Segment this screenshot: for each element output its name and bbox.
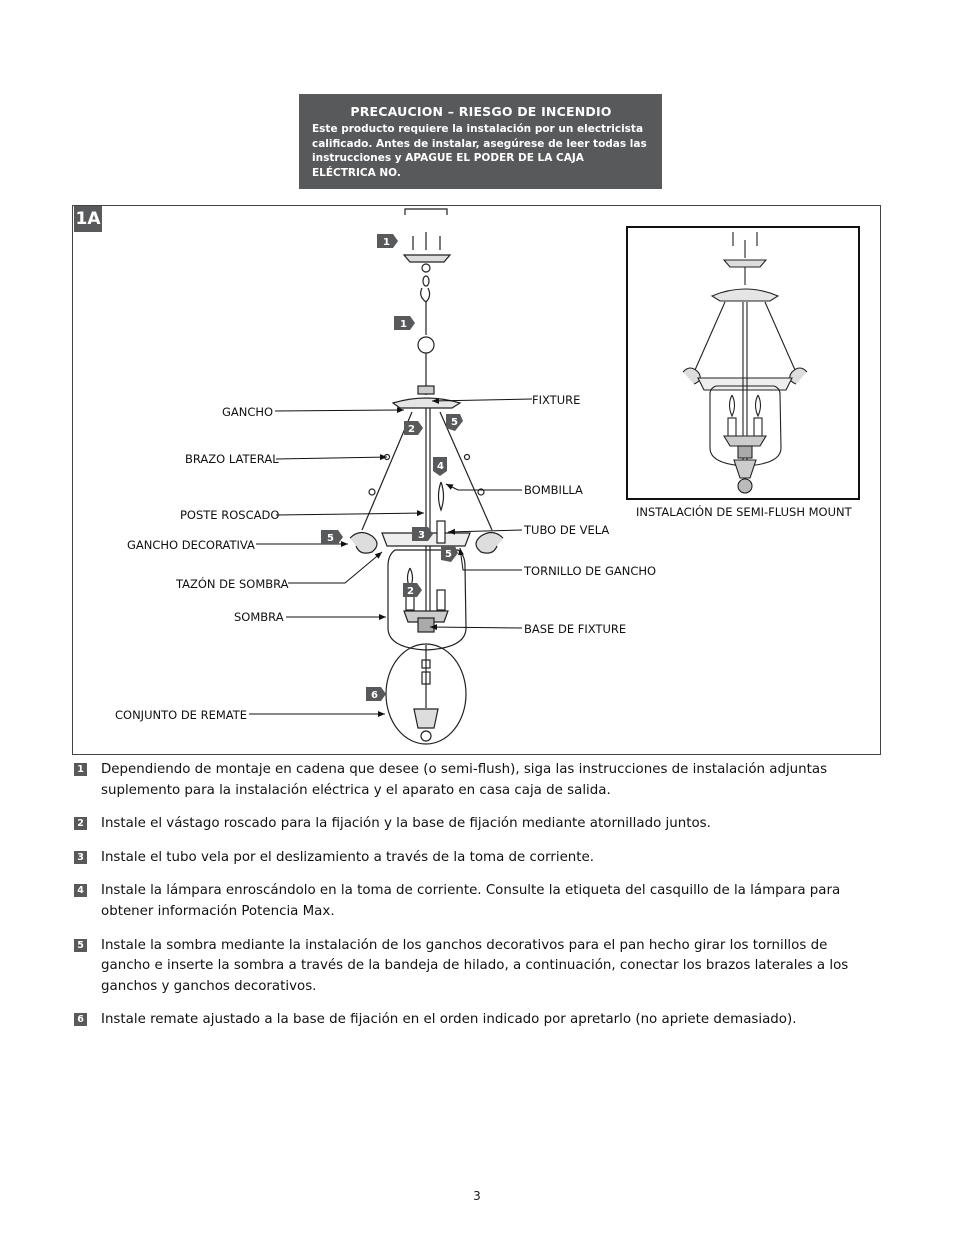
step-number: 2 <box>74 817 87 830</box>
svg-text:5: 5 <box>451 417 458 428</box>
label-brazo-lateral: BRAZO LATERAL <box>185 452 279 466</box>
inset-caption: INSTALACIÓN DE SEMI-FLUSH MOUNT <box>636 505 852 519</box>
label-tubo-de-vela: TUBO DE VELA <box>524 523 610 537</box>
svg-text:2: 2 <box>408 424 415 435</box>
step-text: Instale la lámpara enroscándolo en la toma de corriente. Consulte la etiqueta del casquillo de la lámpara para obtener información Potencia Max. <box>101 883 841 919</box>
step-1 <box>74 760 874 801</box>
label-fixture: FIXTURE <box>532 393 581 407</box>
svg-text:5: 5 <box>445 549 452 560</box>
step-number: 1 <box>74 763 87 776</box>
step-6 <box>74 1010 874 1031</box>
step-3 <box>74 848 874 869</box>
instruction-steps <box>74 760 874 1031</box>
page-number: 3 <box>473 1189 481 1203</box>
svg-text:1: 1 <box>383 237 390 248</box>
step-text: Instale el vástago roscado para la fijación y la base de fijación mediante atornillado juntos. <box>101 816 711 832</box>
label-gancho-decorativa: GANCHO DECORATIVA <box>127 538 255 552</box>
label-sombra: SOMBRA <box>234 610 284 624</box>
svg-text:2: 2 <box>407 586 414 597</box>
label-gancho: GANCHO <box>222 405 274 419</box>
step-text: Dependiendo de montaje en cadena que desee (o semi-flush), siga las instrucciones de instalación adjuntas suplemento para la instalación eléctrica y el aparato en casa caja de salida. <box>101 762 828 798</box>
svg-text:1: 1 <box>400 319 407 330</box>
warning-body: Este producto requiere la instalación por un electricista calificado. Antes de instalar, asegúrese de leer todas las instrucciones y APAGUE EL PODER DE LA CAJA ELÉCTRICA NO. <box>312 123 647 179</box>
step-4 <box>74 881 874 922</box>
step-text: Instale el tubo vela por el deslizamiento a través de la toma de corriente. <box>101 849 595 865</box>
step-5 <box>74 936 874 998</box>
step-text: Instale remate ajustado a la base de fijación en el orden indicado por apretarlo (no apriete demasiado). <box>101 1012 797 1028</box>
figure-label: 1A <box>74 206 102 232</box>
step-number: 4 <box>74 884 87 897</box>
label-poste-roscado: POSTE ROSCADO <box>180 508 280 522</box>
step-number: 5 <box>74 939 87 952</box>
step-2 <box>74 814 874 835</box>
step-text: Instale la sombra mediante la instalación de los ganchos decorativos para el pan hecho girar los tornillos de gancho e inserte la sombra a través de la bandeja de hilado, a continuación, conectar los brazos laterales a los ganchos y ganchos decorativos. <box>101 937 849 994</box>
warning-title: PRECAUCION – RIESGO DE INCENDIO <box>350 104 612 119</box>
svg-text:6: 6 <box>371 690 378 701</box>
svg-text:5: 5 <box>327 533 334 544</box>
label-tazon-de-sombra: TAZÓN DE SOMBRA <box>176 577 289 591</box>
svg-text:4: 4 <box>437 461 444 472</box>
step-number: 6 <box>74 1013 87 1026</box>
label-tornillo-de-gancho: TORNILLO DE GANCHO <box>524 564 657 578</box>
step-number: 3 <box>74 851 87 864</box>
label-base-de-fixture: BASE DE FIXTURE <box>524 622 627 636</box>
label-conjunto-de-remate: CONJUNTO DE REMATE <box>115 708 248 722</box>
label-bombilla: BOMBILLA <box>524 483 583 497</box>
svg-text:3: 3 <box>418 530 425 541</box>
